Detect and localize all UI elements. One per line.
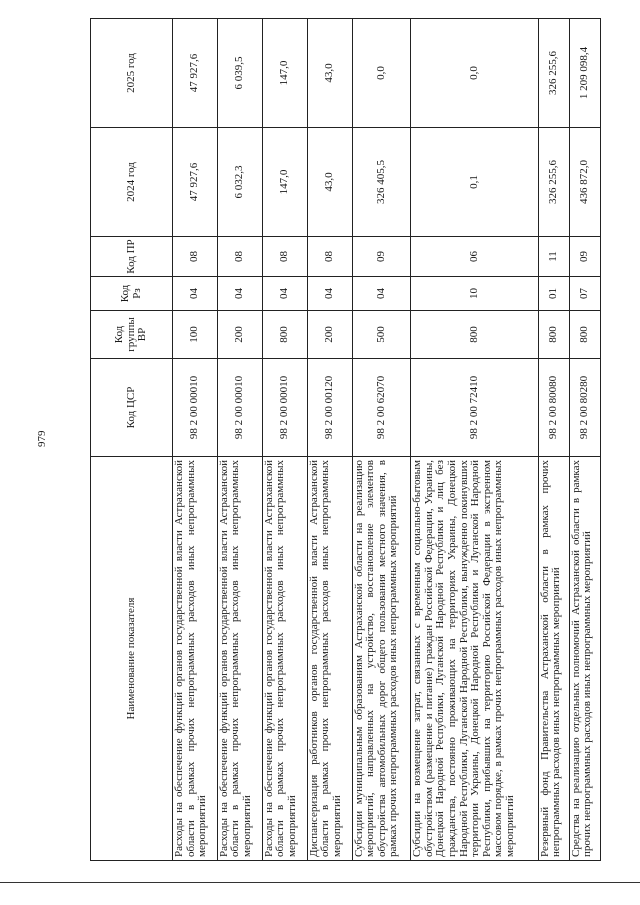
row-2024: 326 405,5	[352, 128, 411, 237]
row-rz: 04	[217, 277, 262, 311]
header-name: Наименование показателя	[91, 457, 173, 861]
row-csr: 98 2 00 00010	[217, 359, 262, 457]
row-2025: 147,0	[262, 19, 307, 128]
row-2024: 43,0	[307, 128, 352, 237]
row-pr: 08	[173, 237, 218, 277]
row-2024: 6 032,3	[217, 128, 262, 237]
row-csr: 98 2 00 00010	[173, 359, 218, 457]
row-pr: 09	[569, 237, 600, 277]
row-vr: 500	[352, 311, 411, 359]
row-vr: 200	[307, 311, 352, 359]
table-row	[569, 19, 600, 861]
row-2024: 0,1	[411, 128, 539, 237]
row-csr: 98 2 00 62070	[352, 359, 411, 457]
row-rz: 07	[569, 277, 600, 311]
row-vr: 800	[411, 311, 539, 359]
row-vr: 800	[569, 311, 600, 359]
row-csr: 98 2 00 00120	[307, 359, 352, 457]
table-row	[411, 19, 539, 861]
bottom-rule	[0, 882, 640, 883]
row-rz: 04	[262, 277, 307, 311]
row-rz: 01	[538, 277, 569, 311]
row-pr: 11	[538, 237, 569, 277]
row-name: Расходы на обеспечение функций органов государственной власти Астраханской области в рамках прочих непрограммных расходов иных непрограммных мероприятий	[262, 457, 307, 861]
row-2025: 1 209 098,4	[569, 19, 600, 128]
rotated-table-wrapper	[90, 19, 601, 861]
table-row	[538, 19, 569, 861]
row-name: Средства на реализацию отдельных полномочий Астраханской области в рамках прочих непрограммных расходов иных непрограммных мероприятий	[569, 457, 600, 861]
row-2025: 47 927,6	[173, 19, 218, 128]
table-row	[173, 19, 218, 861]
page-number: 979	[36, 430, 48, 447]
row-rz: 04	[307, 277, 352, 311]
row-csr: 98 2 00 80080	[538, 359, 569, 457]
row-2024: 47 927,6	[173, 128, 218, 237]
row-2025: 6 039,5	[217, 19, 262, 128]
row-pr: 08	[217, 237, 262, 277]
row-2025: 0,0	[352, 19, 411, 128]
table-row	[307, 19, 352, 861]
row-csr: 98 2 00 80280	[569, 359, 600, 457]
row-csr: 98 2 00 72410	[411, 359, 539, 457]
row-name: Субсидии муниципальным образованиям Астраханской области на реализацию мероприятий, направленных на устройство, восстановление элементов обустройства автомобильных дорог общего пользования местного значения, в рамках прочих непрограммных расходов иных непрограммных мероприятий	[352, 457, 411, 861]
row-pr: 08	[262, 237, 307, 277]
table-row	[217, 19, 262, 861]
row-name: Субсидии на возмещение затрат, связанных с временным социально-бытовым обустройством (размещение и питание) граждан Российской Федерации, Украины, Донецкой Народной Республики, Луганской Народной Республики и лиц без гражданства, постоянно проживающих на территориях Украины, Донецкой Народной Республики, Луганской Народной Республики, вынужденно покинувших территории Украины, Донецкой Народной Республики и Луганской Народной Республики, прибывших на территорию Российской Федерации в экстренном массовом порядке, в рамках прочих непрограммных расходов иных непрограммных мероприятий	[411, 457, 539, 861]
row-2024: 147,0	[262, 128, 307, 237]
row-name: Расходы на обеспечение функций органов государственной власти Астраханской области в рамках прочих непрограммных расходов иных непрограммных мероприятий	[217, 457, 262, 861]
table-row	[352, 19, 411, 861]
table-header-row	[91, 19, 173, 861]
row-csr: 98 2 00 00010	[262, 359, 307, 457]
header-2024: 2024 год	[91, 128, 173, 237]
row-rz: 10	[411, 277, 539, 311]
row-name: Диспансеризация работников органов государственной власти Астраханской области в рамках прочих непрограммных расходов иных непрограммных мероприятий	[307, 457, 352, 861]
row-2025: 0,0	[411, 19, 539, 128]
row-name: Расходы на обеспечение функций органов государственной власти Астраханской области в рамках прочих непрограммных расходов иных непрограммных мероприятий	[173, 457, 218, 861]
header-rz: Код Рз	[91, 277, 173, 311]
row-vr: 800	[538, 311, 569, 359]
row-vr: 800	[262, 311, 307, 359]
row-pr: 08	[307, 237, 352, 277]
header-pr: Код ПР	[91, 237, 173, 277]
row-pr: 09	[352, 237, 411, 277]
row-vr: 200	[217, 311, 262, 359]
row-2024: 326 255,6	[538, 128, 569, 237]
row-rz: 04	[173, 277, 218, 311]
row-rz: 04	[352, 277, 411, 311]
row-vr: 100	[173, 311, 218, 359]
row-2025: 326 255,6	[538, 19, 569, 128]
row-pr: 06	[411, 237, 539, 277]
header-csr: Код ЦСР	[91, 359, 173, 457]
row-2025: 43,0	[307, 19, 352, 128]
header-2025: 2025 год	[91, 19, 173, 128]
row-2024: 436 872,0	[569, 128, 600, 237]
budget-table	[90, 18, 601, 861]
header-vr: Код группы ВР	[91, 311, 173, 359]
row-name: Резервный фонд Правительства Астраханской области в рамках прочих непрограммных расходов иных непрограммных мероприятий	[538, 457, 569, 861]
table-row	[262, 19, 307, 861]
